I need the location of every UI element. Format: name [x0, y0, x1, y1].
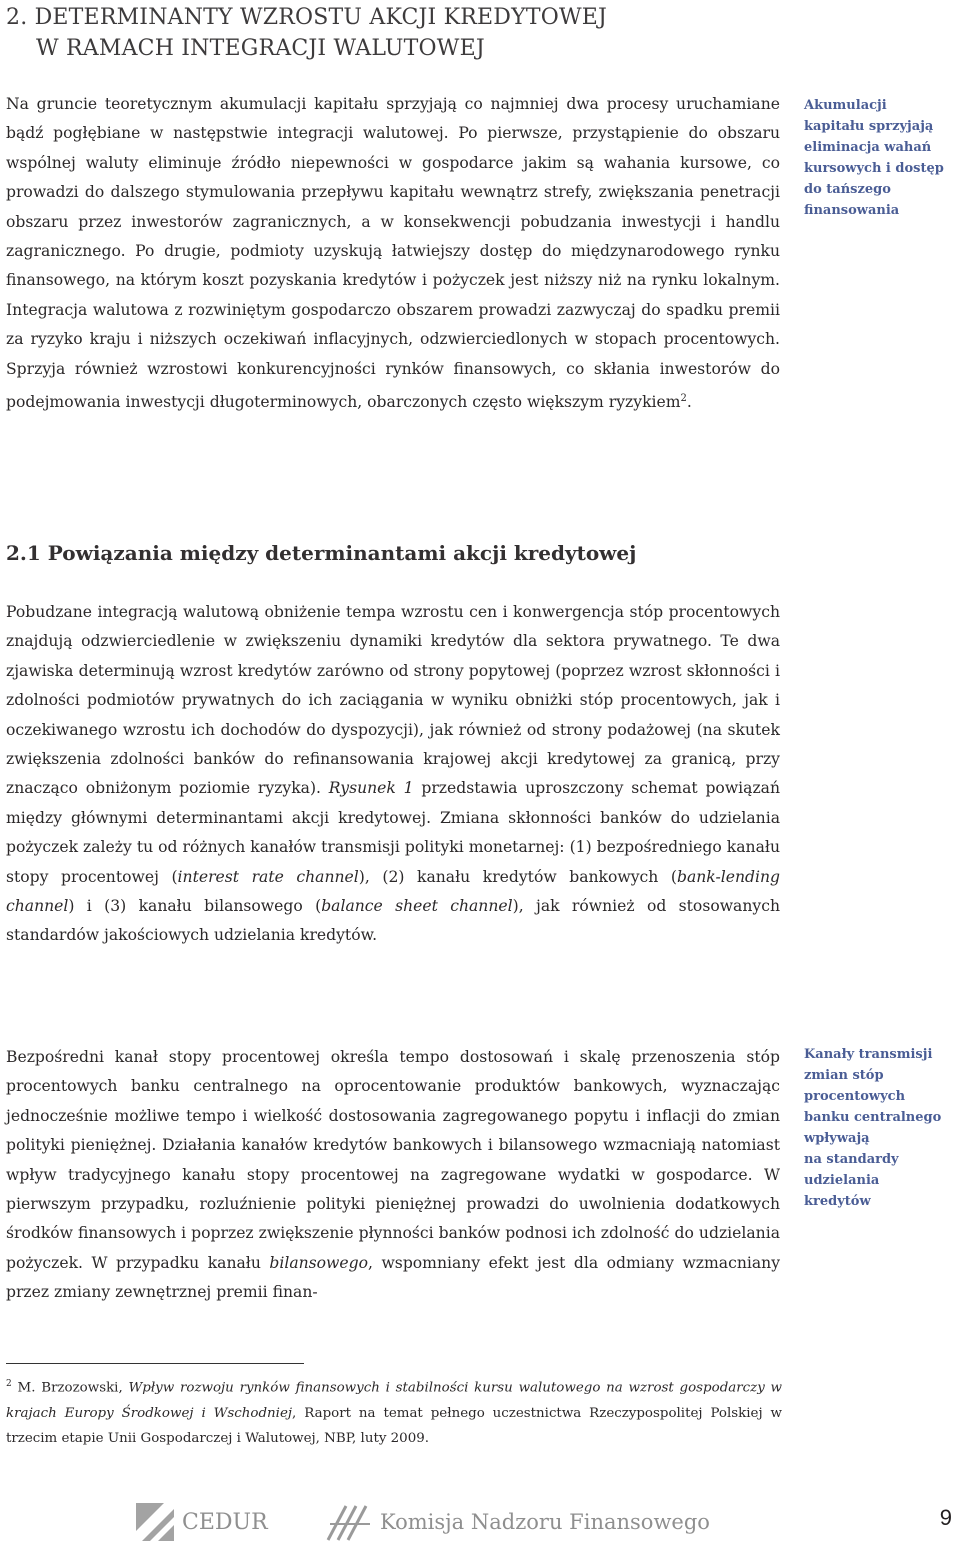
term-interest-rate-channel: interest rate channel [177, 867, 359, 886]
cedur-logo-text: CEDUR [182, 1509, 268, 1535]
subsection-heading: 2.1 Powiązania między determinantami akcji kredytowej [6, 541, 637, 565]
paragraph-2-text-e: ), jak również od stosowanych standardów jakościowych udzielania kredytów. [6, 897, 780, 945]
paragraph-1-text: Na gruncie teoretycznym akumulacji kapitału sprzyjają co najmniej dwa procesy uruchamiane bądź pogłębiane w następstwie integracji walutowej. Po pierwsze, przystąpienie do obszaru wspólnej waluty eliminuje źródło niepewności w gospodarce jakim są wahania kursowe, co prowadzi do dalszego stymulowania przepływu kapitału wewnątrz strefy, zwiększania penetracji obszaru przez inwestorów zagranicznych, a w konsekwencji pobudzania inwestycji i handlu zagranicznego. Po drugie, podmioty uzyskują łatwiejszy dostęp do międzynarodowego rynku finansowego, na którym koszt pozyskania kredytów i pożyczek jest niższy niż na rynku lokalnym. Integracja walutowa z rozwiniętym gospodarczo obszarem prowadzi zazwyczaj do spadku premii za ryzyko kraju i niższych oczekiwań inflacyjnych, odzwierciedlonych w stopach procentowych. Sprzyja również wzrostowi konkurencyjności rynków finansowych, co skłania inwestorów do podejmowania inwestycji długoterminowych, obarczonych często większym ryzykiem [6, 95, 780, 412]
sidenote-line: procentowych [804, 1089, 906, 1104]
page-number: 9 [939, 1505, 952, 1530]
term-balance-sheet: bilansowego [269, 1253, 369, 1272]
sidenote-line: finansowania [804, 203, 900, 218]
paragraph-2-text-b: przedstawia uproszczony schemat powiązań między głównymi determinantami akcji kredytowej. Zmiana skłonności banków do udzielania pożyczek zależy tu od różnych kanałów transmisji polityki monetarnej: (1) bezpośredniego kanału stopy procentowej ( [6, 779, 781, 886]
footnote-rest: , Raport na temat pełnego uczestnictwa Rzeczypospolitej Polskiej w trzecim etapie Unii Gospodarczej i Walutowej, NBP, luty 2009. [6, 1405, 782, 1447]
sidenote-line: zmian stóp [804, 1068, 884, 1083]
paragraph-3-text-a: Bezpośredni kanał stopy procentowej określa tempo dostosowań i skalę przenoszenia stóp procentowych banku centralnego na oprocentowanie produktów bankowych, wyznaczając jednocześnie możliwe tempo i wielkość dostosowania zagregowanego popytu i inflacji do zmian polityki pieniężnej. Działania kanałów kredytów bankowych i bilansowego wzmacniają natomiast wpływ tradycyjnego kanału stopy procentowej na zagregowane wydatki w gospodarce. W pierwszym przypadku, rozluźnienie polityki pieniężnej prowadzi do uwolnienia dodatkowych środków finansowych i poprzez zwiększenie płynności banków podnosi ich zdolność do udzielania pożyczek. W przypadku kanału [6, 1048, 780, 1272]
knf-logo-text: Komisja Nadzoru Finansowego [380, 1510, 710, 1534]
sidenote-accumulation [804, 95, 960, 221]
sidenote-line: kredytów [804, 1194, 871, 1209]
paragraph-2-text-a: Pobudzane integracją walutową obniżenie tempa wzrostu cen i konwergencja stóp procentowych znajdują odzwierciedlenie w zwiększeniu dynamiki kredytów dla sektora prywatnego. Te dwa zjawiska determinują wzrost kredytów zarówno od strony popytowej (poprzez wzrost skłonności i zdolności podmiotów prywatnych do ich zaciągania w wyniku obniżki stóp procentowych, jak i oczekiwanego wzrostu ich dochodów do dyspozycji), jak również od strony podażowej (na skutek zwiększenia zdolności banków do refinansowania krajowej akcji kredytowej za granicą, przy znacząco obniżonym poziomie ryzyka). [6, 603, 780, 798]
sidenote-line: do tańszego [804, 182, 891, 197]
sidenote-line: na standardy [804, 1152, 899, 1167]
sidenote-line: kapitału sprzyjają [804, 119, 934, 134]
sidenote-line: Akumulacji [804, 98, 887, 113]
sidenote-line: wpływają [804, 1131, 870, 1146]
sidenote-line: banku centralnego [804, 1110, 942, 1125]
section-heading-line2: W RAMACH INTEGRACJI WALUTOWEJ [36, 36, 485, 61]
sidenote-line: udzielania [804, 1173, 880, 1188]
knf-emblem-icon [326, 1502, 372, 1542]
footnote-number: 2 [6, 1379, 12, 1389]
footnote-ref[interactable]: 2 [680, 393, 687, 405]
footnote-title: Wpływ rozwoju rynków finansowych i stabilności kursu walutowego na wzrost gospodarczy w krajach Europy Środkowej i Wschodniej [6, 1380, 783, 1421]
footnote-author: M. Brzozowski, [11, 1380, 129, 1396]
paragraph-2 [6, 598, 780, 951]
paragraph-3-text-b: , wspomniany efekt jest dla odmiany wzmacniany przez zmiany zewnętrznej premii finan- [6, 1253, 781, 1302]
term-bank-lending-channel: bank-lending channel [6, 867, 781, 916]
sidenote-line: kursowych i dostęp [804, 161, 944, 176]
paragraph-3 [6, 1043, 780, 1308]
term-balance-sheet-channel: balance sheet channel [321, 897, 513, 916]
cedur-emblem-icon [136, 1503, 174, 1541]
figure-reference[interactable]: Rysunek 1 [328, 779, 414, 798]
section-heading [6, 2, 726, 64]
footnote-divider [6, 1363, 304, 1364]
paragraph-1 [6, 90, 780, 418]
paragraph-2-text-d: ) i (3) kanału bilansowego ( [68, 897, 322, 916]
paragraph-1-end: . [686, 393, 692, 412]
knf-logo [326, 1500, 710, 1544]
sidenote-line: Kanały transmisji [804, 1047, 933, 1062]
footnote [6, 1372, 782, 1452]
section-heading-line1: 2. DETERMINANTY WZROSTU AKCJI KREDYTOWEJ [6, 5, 608, 30]
paragraph-2-text-c: ), (2) kanału kredytów bankowych ( [358, 867, 677, 886]
sidenote-transmission [804, 1044, 960, 1212]
sidenote-line: eliminacja wahań [804, 140, 932, 155]
cedur-logo [136, 1500, 268, 1544]
